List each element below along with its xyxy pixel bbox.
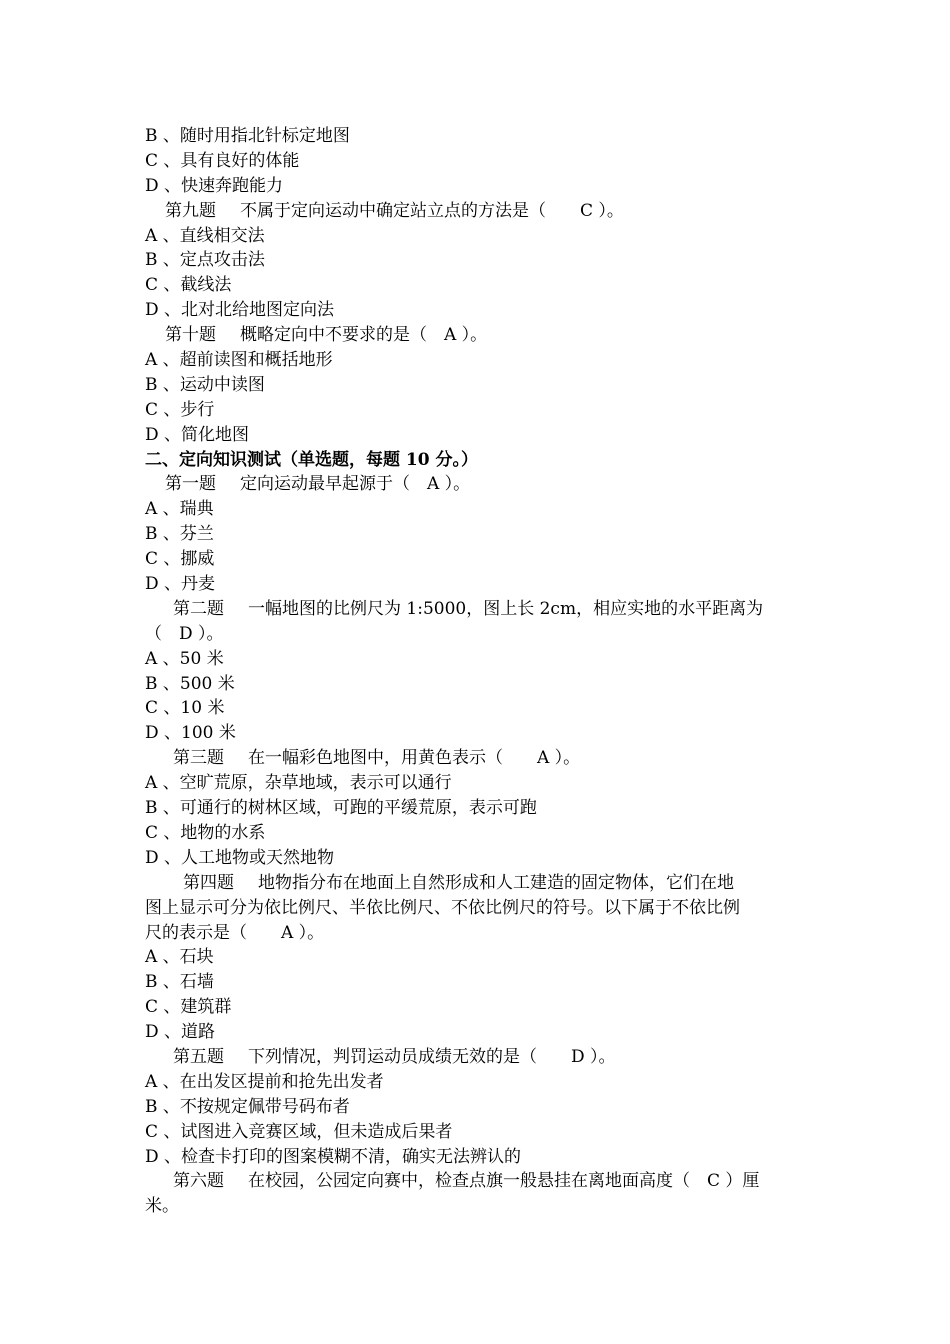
option-line: B 、不按规定佩带号码布者: [145, 1096, 350, 1117]
question-continuation: 尺的表示是（ A ）。: [145, 922, 325, 943]
option-line: A 、超前读图和概括地形: [145, 350, 333, 371]
question-text: 概略定向中不要求的是（ A ）。: [240, 325, 488, 346]
option-line: B 、定点攻击法: [145, 250, 265, 271]
question-line: [145, 746, 810, 771]
question-number: 第五题: [173, 1046, 224, 1067]
option-line: D 、检查卡打印的图案模糊不清，确实无法辨认的: [145, 1146, 522, 1167]
question-number: 第一题: [165, 474, 216, 495]
question-continuation: 图上显示可分为依比例尺、半依比例尺、不依比例尺的符号。以下属于不依比例: [145, 897, 740, 918]
option-line: D 、快速奔跑能力: [145, 175, 284, 196]
option-line: C 、挪威: [145, 549, 215, 570]
question-line: [145, 323, 810, 348]
option-line: A 、直线相交法: [145, 225, 265, 246]
option-line: C 、截线法: [145, 275, 232, 296]
question-text: 在一幅彩色地图中，用黄色表示（ A ）。: [248, 748, 581, 769]
option-line: D 、道路: [145, 1022, 216, 1043]
option-line: C 、建筑群: [145, 997, 232, 1018]
question-text: 在校园，公园定向赛中，检查点旗一般悬挂在离地面高度（ C ）厘: [248, 1171, 760, 1192]
option-line: C 、步行: [145, 399, 215, 420]
option-line: D 、丹麦: [145, 574, 216, 595]
section-heading: 二、定向知识测试（单选题，每题 10 分。）: [145, 449, 478, 470]
document-body: [145, 124, 810, 1219]
option-line: B 、随时用指北针标定地图: [145, 126, 350, 146]
option-line: A 、石块: [145, 947, 214, 968]
option-line: A 、瑞典: [145, 499, 214, 520]
question-number: 第二题: [173, 598, 224, 619]
question-line: [145, 871, 810, 896]
question-text: 不属于定向运动中确定站立点的方法是（ C ）。: [240, 200, 624, 221]
question-line: [145, 1045, 810, 1070]
option-line: C 、10 米: [145, 698, 225, 719]
option-line: D 、100 米: [145, 723, 236, 744]
question-continuation: 米。: [145, 1196, 179, 1217]
option-line: D 、人工地物或天然地物: [145, 847, 335, 868]
question-number: 第三题: [173, 748, 224, 769]
option-line: B 、运动中读图: [145, 374, 265, 395]
question-line: [145, 472, 810, 497]
option-line: C 、地物的水系: [145, 822, 266, 843]
question-number: 第十题: [165, 325, 216, 346]
option-line: A 、在出发区提前和抢先出发者: [145, 1071, 384, 1092]
option-line: B 、芬兰: [145, 524, 214, 545]
question-text: 一幅地图的比例尺为 1:5000，图上长 2cm，相应实地的水平距离为: [248, 598, 764, 619]
option-line: A 、空旷荒原，杂草地域，表示可以通行: [145, 773, 452, 794]
option-line: C 、试图进入竞赛区域，但未造成后果者: [145, 1121, 453, 1142]
question-line: [145, 199, 810, 224]
question-number: 第六题: [173, 1171, 224, 1192]
question-text: 下列情况，判罚运动员成绩无效的是（ D ）。: [248, 1046, 616, 1067]
option-line: A 、50 米: [145, 648, 224, 669]
option-line: C 、具有良好的体能: [145, 150, 300, 171]
question-line: [145, 597, 810, 622]
option-line: D 、简化地图: [145, 424, 250, 445]
question-text: 地物指分布在地面上自然形成和人工建造的固定物体，它们在地: [258, 872, 734, 893]
option-line: B 、500 米: [145, 673, 235, 694]
option-line: D 、北对北给地图定向法: [145, 300, 335, 321]
option-line: B 、可通行的树林区域，可跑的平缓荒原，表示可跑: [145, 798, 537, 819]
question-number: 第九题: [165, 200, 216, 221]
option-line: B 、石墙: [145, 972, 214, 993]
question-text: 定向运动最早起源于（ A ）。: [240, 474, 471, 495]
question-line: [145, 1169, 810, 1194]
question-number: 第四题: [183, 872, 234, 893]
question-continuation: （ D ）。: [145, 623, 224, 644]
